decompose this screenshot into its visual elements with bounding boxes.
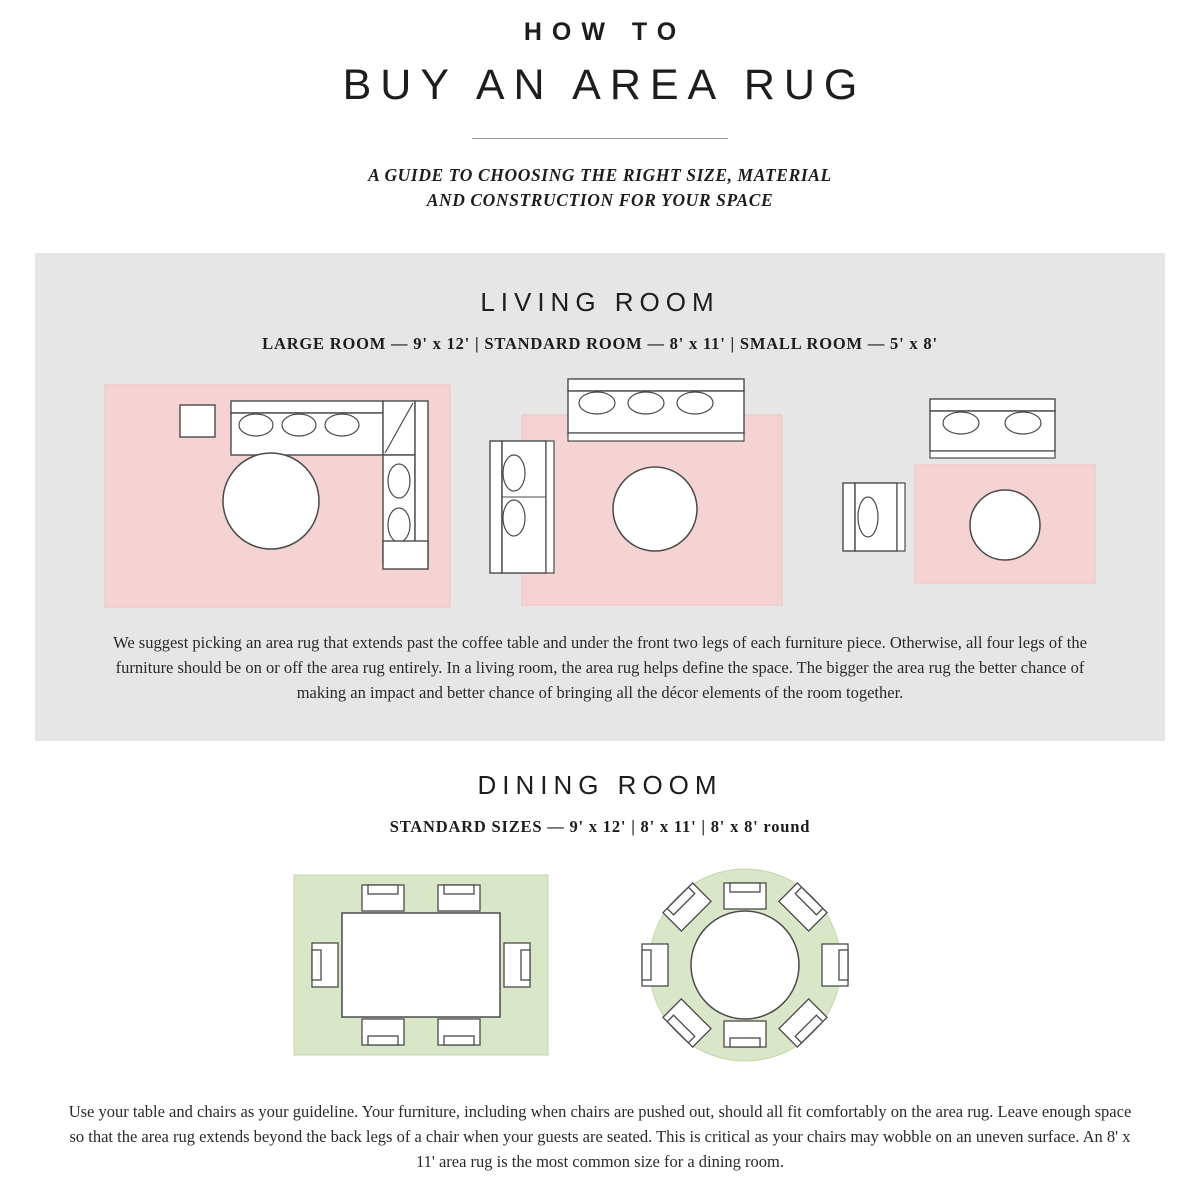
dining-room-note: Use your table and chairs as your guideline. Your furniture, including when chairs are pushed out, should all fit comfortably on the area rug. Leave enough space so that the area rug extends beyond the back legs of a chair when your guests are seated. This is critical as your chairs may wobble on an uneven surface. An 8' x 11' area rug is the most common size for a dining room. [68,1102,1132,1171]
title-divider [472,138,728,139]
living-room-diagrams [35,373,1165,623]
page-title: BUY AN AREA RUG [342,61,867,109]
large-room-layout [105,385,450,607]
dining-room-diagrams [290,865,910,1095]
living-room-section [35,253,1165,741]
living-room-sizes: LARGE ROOM — 9' x 12' | STANDARD ROOM — 8' x 11' | SMALL ROOM — 5' x 8' [262,334,938,353]
header-subtitle [0,163,1200,214]
header-subtitle-line1: A GUIDE TO CHOOSING THE RIGHT SIZE, MATERIAL [368,165,832,185]
standard-room-layout [490,379,782,605]
rectangular-rug-layout [294,875,548,1055]
small-room-layout [843,399,1095,583]
page-header [0,0,1200,214]
dining-room-sizes: STANDARD SIZES — 9' x 12' | 8' x 11' | 8' x 8' round [389,817,811,836]
dining-room-title: DINING ROOM [477,770,723,800]
living-room-title: LIVING ROOM [480,287,720,317]
header-kicker: HOW TO [523,18,687,46]
header-subtitle-line2: AND CONSTRUCTION FOR YOUR SPACE [426,190,774,211]
round-rug-layout [642,869,848,1061]
living-room-note: We suggest picking an area rug that extends past the coffee table and under the front two legs of each furniture piece. Otherwise, all four legs of the furniture should be on or off the area rug entirely. In a living room, the area rug helps define the space. The bigger the area rug the better chance of making an impact and better chance of bringing all the décor elements of the room together. [113,633,1087,702]
dining-room-section [0,770,1200,1095]
